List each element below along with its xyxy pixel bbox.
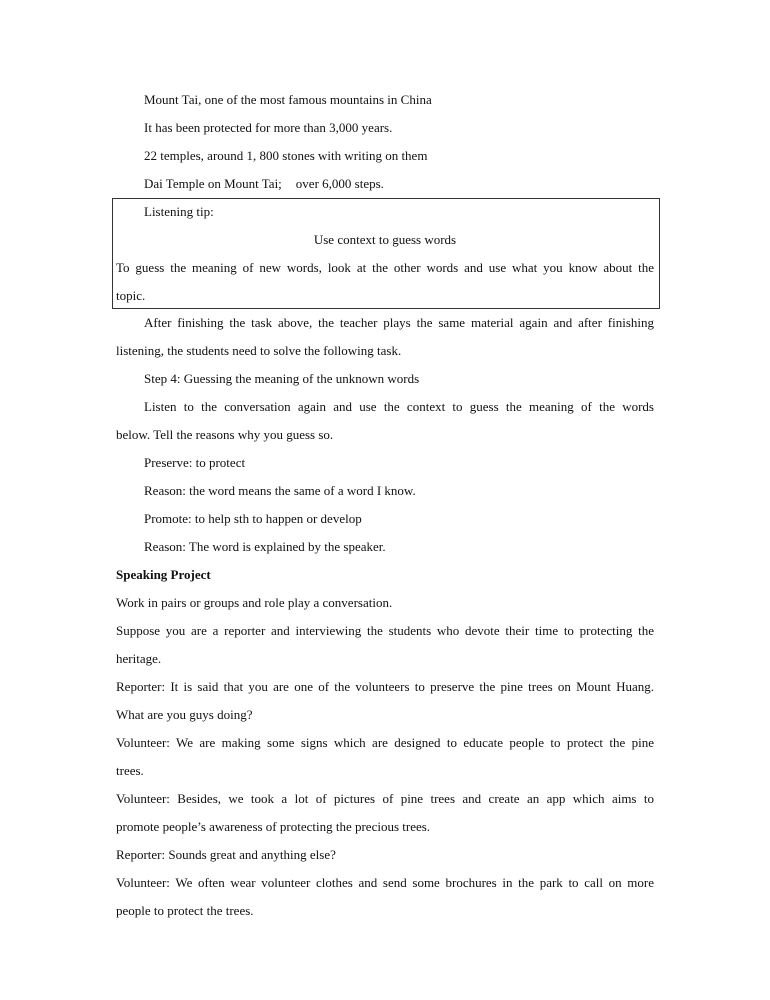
listening-tip-label: Listening tip: bbox=[144, 204, 214, 219]
dialogue-volunteer-2-line2: promote people’s awareness of protecting the precious trees. bbox=[116, 819, 431, 834]
after-task-line1: After finishing the task above, the teacher plays the same material again and after finishing bbox=[144, 315, 654, 330]
fact-dai-temple bbox=[116, 170, 654, 198]
dialogue-reporter-1-line2: What are you guys doing? bbox=[116, 707, 253, 722]
step4-item-reason-1: Reason: the word means the same of a word I know. bbox=[144, 483, 416, 498]
listening-tip-body-line2: topic. bbox=[116, 288, 146, 303]
step4-title: Step 4: Guessing the meaning of the unknown words bbox=[144, 371, 420, 386]
listening-tip-box bbox=[112, 198, 660, 309]
after-task-line2: listening, the students need to solve the following task. bbox=[116, 343, 402, 358]
dialogue-volunteer-3-line1: Volunteer: We often wear volunteer clothes and send some brochures in the park to call on more bbox=[116, 875, 654, 890]
step4-item-preserve: Preserve: to protect bbox=[144, 455, 246, 470]
listening-tip-body-line1: To guess the meaning of new words, look at the other words and use what you know about the bbox=[116, 260, 654, 275]
dialogue-volunteer-1-line1: Volunteer: We are making some signs which are designed to educate people to protect the pine bbox=[116, 735, 654, 750]
fact-dai-temple-a: Dai Temple on Mount Tai; bbox=[144, 176, 282, 191]
step4-instruction-line2: below. Tell the reasons why you guess so. bbox=[116, 427, 334, 442]
speaking-suppose-line2: heritage. bbox=[116, 651, 162, 666]
fact-dai-temple-b: over 6,000 steps. bbox=[295, 176, 384, 191]
step4-instruction-line1: Listen to the conversation again and use the context to guess the meaning of the words bbox=[144, 399, 654, 414]
speaking-project-heading: Speaking Project bbox=[116, 567, 211, 582]
dialogue-volunteer-1-line2: trees. bbox=[116, 763, 144, 778]
dialogue-reporter-1-line1: Reporter: It is said that you are one of the volunteers to preserve the pine trees on Mount Huang. bbox=[116, 679, 654, 694]
fact-mount-tai: Mount Tai, one of the most famous mountains in China bbox=[144, 92, 432, 107]
speaking-suppose-line1: Suppose you are a reporter and interviewing the students who devote their time to protecting the bbox=[116, 623, 654, 638]
document-page bbox=[116, 86, 654, 925]
dialogue-volunteer-3-line2: people to protect the trees. bbox=[116, 903, 254, 918]
fact-protected-years: It has been protected for more than 3,000 years. bbox=[144, 120, 393, 135]
dialogue-reporter-2: Reporter: Sounds great and anything else? bbox=[116, 847, 336, 862]
listening-tip-title: Use context to guess words bbox=[313, 232, 457, 247]
dialogue-volunteer-2-line1: Volunteer: Besides, we took a lot of pictures of pine trees and create an app which aims to bbox=[116, 791, 654, 806]
fact-temples-stones: 22 temples, around 1, 800 stones with writing on them bbox=[144, 148, 428, 163]
speaking-intro: Work in pairs or groups and role play a conversation. bbox=[116, 595, 393, 610]
step4-item-promote: Promote: to help sth to happen or develop bbox=[144, 511, 362, 526]
step4-item-reason-2: Reason: The word is explained by the speaker. bbox=[144, 539, 386, 554]
